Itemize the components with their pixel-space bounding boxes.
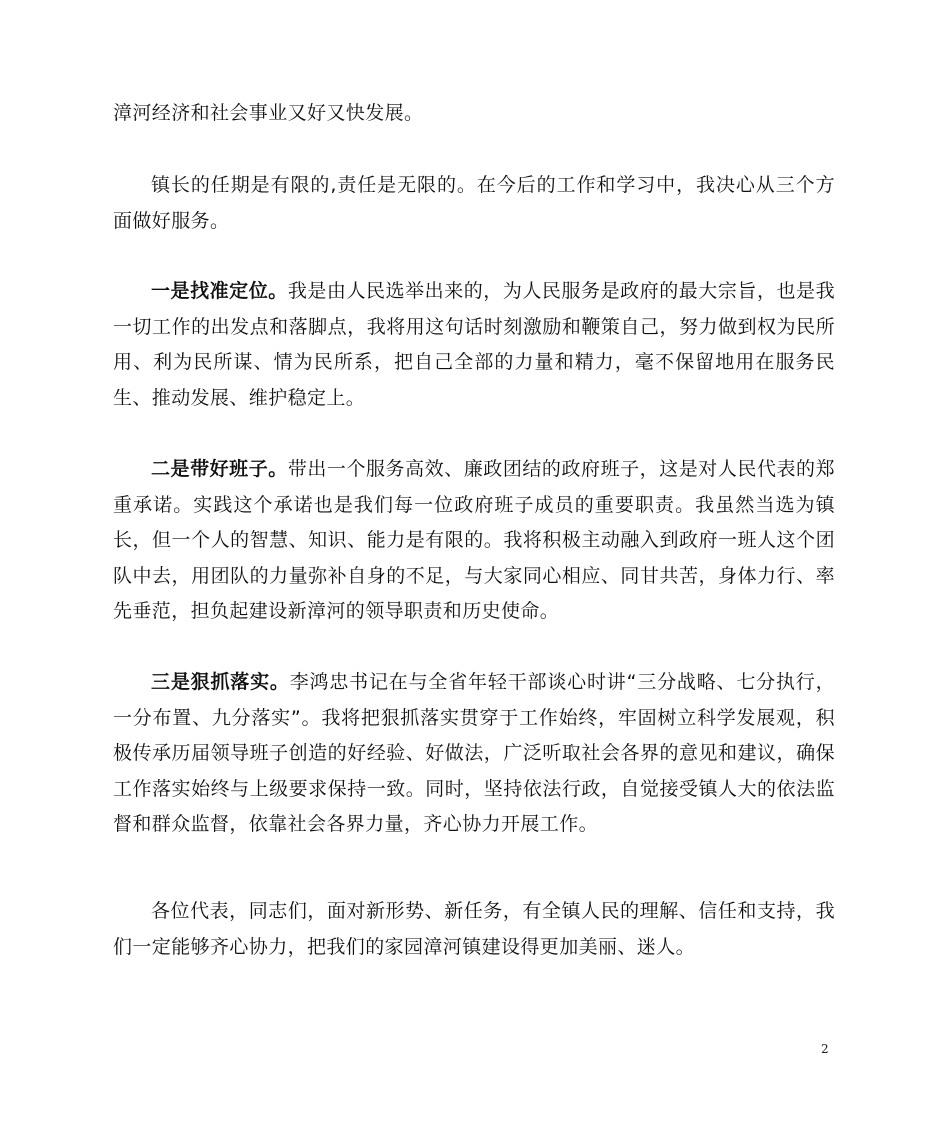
paragraph-implementation [113, 665, 835, 843]
paragraph-6-text: 各位代表，同志们，面对新形势、新任务，有全镇人民的理解、信任和支持，我们一定能够齐心协力，把我们的家园漳河镇建设得更加美丽、迷人。 [113, 900, 835, 958]
paragraph-2-text: 镇长的任期是有限的,责任是无限的。在今后的工作和学习中，我决心从三个方面做好服务。 [113, 174, 835, 232]
paragraph-closing [113, 894, 835, 965]
paragraph-1 [113, 96, 835, 132]
paragraph-4-lead: 二是带好班子。 [151, 458, 288, 480]
paragraph-3-text: 我是由人民选举出来的，为人民服务是政府的最大宗旨，也是我一切工作的出发点和落脚点，我将用这句话时刻激励和鞭策自己，努力做到权为民所用、利为民所谋、情为民所系，把自己全部的力量和精力，毫不保留地用在服务民生、推动发展、维护稳定上。 [113, 280, 835, 409]
paragraph-find-position [113, 274, 835, 416]
paragraph-lead-team [113, 452, 835, 630]
paragraph-4-text: 带出一个服务高效、廉政团结的政府班子，这是对人民代表的郑重承诺。实践这个承诺也是我们每一位政府班子成员的重要职责。我虽然当选为镇长，但一个人的智慧、知识、能力是有限的。我将积极主动融入到政府一班人这个团队中去，用团队的力量弥补自身的不足，与大家同心相应、同甘共苦，身体力行、率先垂范，担负起建设新漳河的领导职责和历史使命。 [113, 458, 835, 623]
page-number: 2 [821, 1042, 829, 1056]
paragraph-3-lead: 一是找准定位。 [151, 280, 288, 302]
paragraph-2 [113, 168, 835, 239]
paragraph-1-text: 漳河经济和社会事业又好又快发展。 [113, 102, 424, 124]
paragraph-5-lead: 三是狠抓落实。 [151, 671, 290, 693]
paragraph-5-text: 李鸿忠书记在与全省年轻干部谈心时讲“三分战略、七分执行，一分布置、九分落实”。我将把狠抓落实贯穿于工作始终，牢固树立科学发展观，积极传承历届领导班子创造的好经验、好做法，广泛听取社会各界的意见和建议，确保工作落实始终与上级要求保持一致。同时，坚持依法行政，自觉接受镇人大的依法监督和群众监督，依靠社会各界力量，齐心协力开展工作。 [113, 671, 835, 836]
